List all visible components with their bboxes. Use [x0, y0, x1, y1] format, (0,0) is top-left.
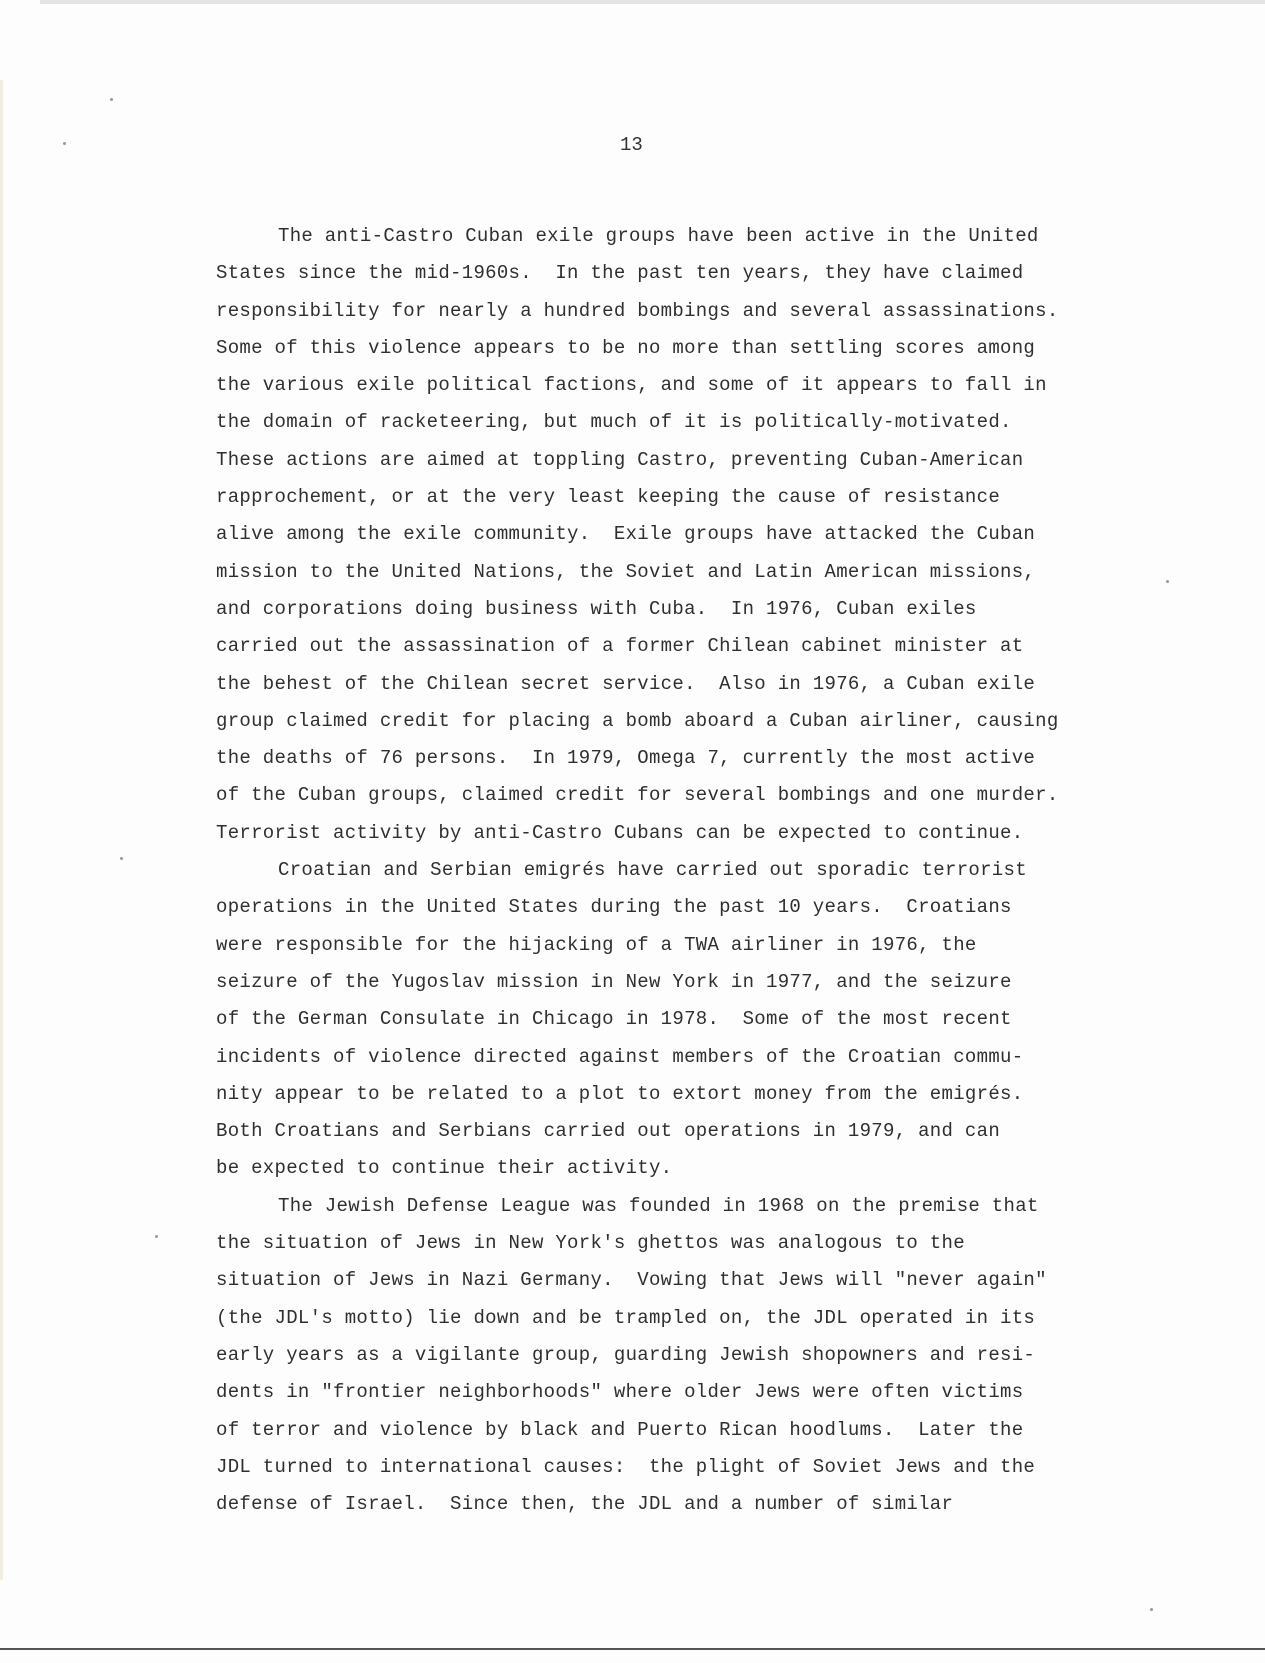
text-line: The Jewish Defense League was founded in 1968 on the premise that: [278, 1194, 1039, 1217]
scan-top-edge: [40, 0, 1265, 4]
text-line: were responsible for the hijacking of a TWA airliner in 1976, the: [216, 933, 977, 956]
paragraph-jewish-defense-league: [216, 1188, 1156, 1524]
text-line: defense of Israel. Since then, the JDL and a number of similar: [216, 1493, 954, 1516]
text-line: dents in "frontier neighborhoods" where older Jews were often victims: [216, 1381, 1024, 1404]
paragraph-cuban-exiles: [216, 218, 1156, 852]
page-number: 13: [620, 134, 643, 156]
text-line: incidents of violence directed against members of the Croatian commu-: [216, 1045, 1024, 1068]
scan-speck: [110, 98, 113, 101]
text-line: nity appear to be related to a plot to extort money from the emigrés.: [216, 1082, 1024, 1105]
text-line: Both Croatians and Serbians carried out operations in 1979, and can: [216, 1120, 1001, 1143]
text-line: alive among the exile community. Exile groups have attacked the Cuban: [216, 523, 1036, 546]
text-line: rapprochement, or at the very least keeping the cause of resistance: [216, 486, 1001, 509]
text-line: The anti-Castro Cuban exile groups have been active in the United: [278, 225, 1039, 247]
text-line: These actions are aimed at toppling Castro, preventing Cuban-American: [216, 448, 1024, 471]
text-line: operations in the United States during the past 10 years. Croatians: [216, 896, 1012, 919]
text-line: (the JDL's motto) lie down and be trampled on, the JDL operated in its: [216, 1306, 1036, 1329]
text-line: the various exile political factions, and some of it appears to fall in: [216, 374, 1047, 397]
text-line: Croatian and Serbian emigrés have carried out sporadic terrorist: [278, 859, 1027, 882]
text-line: situation of Jews in Nazi Germany. Vowing that Jews will "never again": [216, 1269, 1047, 1292]
text-line: the behest of the Chilean secret service. Also in 1976, a Cuban exile: [216, 672, 1036, 695]
text-line: States since the mid-1960s. In the past ten years, they have claimed: [216, 262, 1024, 285]
text-line: of the German Consulate in Chicago in 1978. Some of the most recent: [216, 1008, 1012, 1031]
text-line: Some of this violence appears to be no more than settling scores among: [216, 336, 1036, 359]
text-line: group claimed credit for placing a bomb aboard a Cuban airliner, causing: [216, 709, 1059, 732]
text-line: of terror and violence by black and Puerto Rican hoodlums. Later the: [216, 1418, 1024, 1441]
scan-speck: [1166, 580, 1169, 583]
scan-speck: [120, 857, 123, 860]
text-line: seizure of the Yugoslav mission in New York in 1977, and the seizure: [216, 970, 1012, 993]
body-text: [216, 218, 1156, 1523]
text-line: and corporations doing business with Cuba. In 1976, Cuban exiles: [216, 597, 977, 620]
text-line: of the Cuban groups, claimed credit for several bombings and one murder.: [216, 784, 1059, 807]
text-line: mission to the United Nations, the Soviet and Latin American missions,: [216, 560, 1036, 583]
text-line: early years as a vigilante group, guarding Jewish shopowners and resi-: [216, 1343, 1036, 1366]
text-line: the domain of racketeering, but much of it is politically-motivated.: [216, 411, 1012, 434]
scan-speck: [1150, 1608, 1153, 1611]
scan-bottom-edge: [0, 1648, 1265, 1650]
text-line: the situation of Jews in New York's ghettos was analogous to the: [216, 1232, 965, 1255]
text-line: responsibility for nearly a hundred bombings and several assassinations.: [216, 299, 1059, 322]
text-line: JDL turned to international causes: the plight of Soviet Jews and the: [216, 1455, 1036, 1478]
scan-speck: [155, 1235, 158, 1238]
text-line: the deaths of 76 persons. In 1979, Omega 7, currently the most active: [216, 747, 1036, 770]
scan-left-edge: [0, 80, 3, 1580]
scan-speck: [63, 142, 66, 145]
text-line: carried out the assassination of a former Chilean cabinet minister at: [216, 635, 1024, 658]
text-line: Terrorist activity by anti-Castro Cubans can be expected to continue.: [216, 821, 1024, 844]
text-line: be expected to continue their activity.: [216, 1157, 673, 1180]
paragraph-croatian-serbian: [216, 852, 1156, 1188]
